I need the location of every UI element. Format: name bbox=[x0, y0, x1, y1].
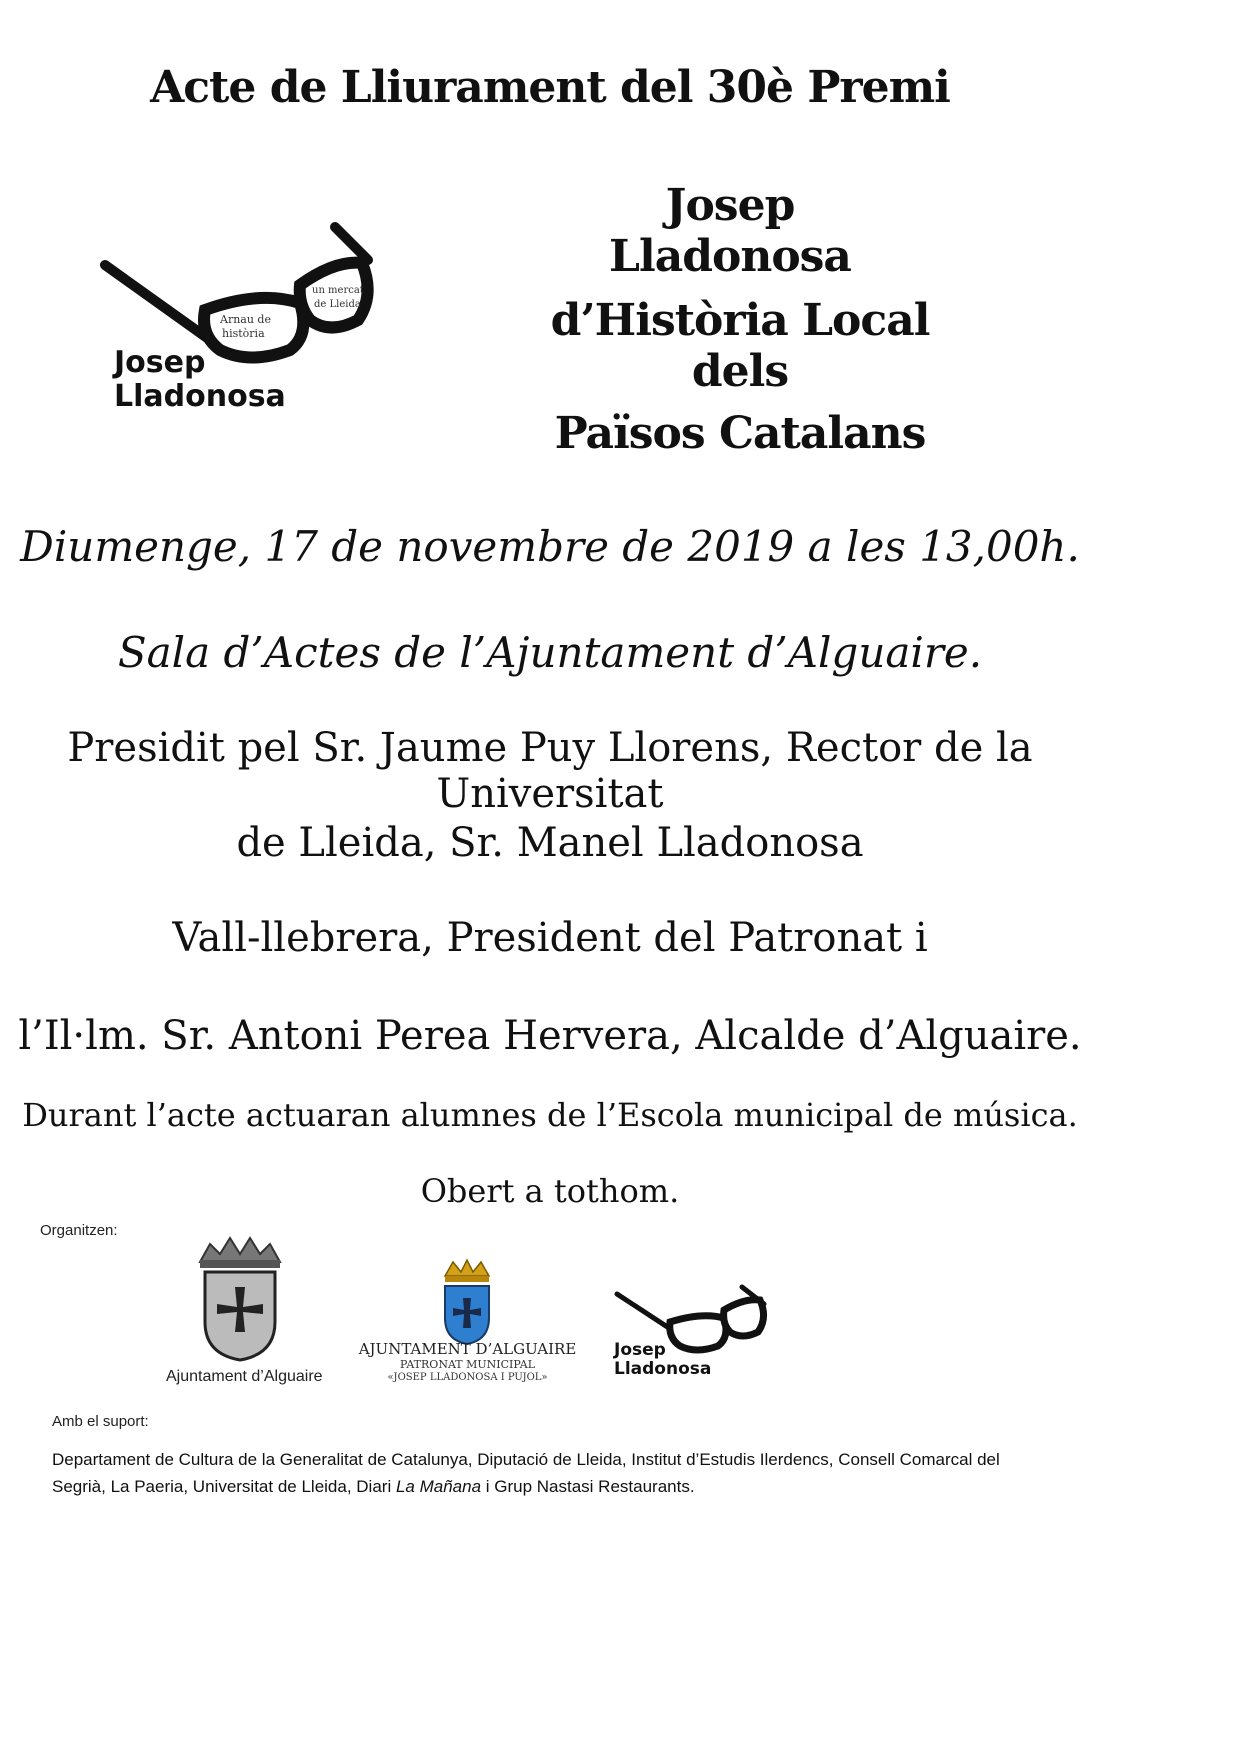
support-line-2-start: Segrià, La Paeria, Universitat de Lleida, Diari bbox=[52, 1477, 396, 1496]
lladonosa-logo-small bbox=[612, 1282, 782, 1392]
support-line-1: Departament de Cultura de la Generalitat de Catalunya, Diputació de Lleida, Institut d’Estudis Ilerdencs, Consell Comarcal del bbox=[52, 1450, 1000, 1469]
ajuntament-shield bbox=[195, 1232, 285, 1362]
logo-name-line-1: Josep bbox=[114, 345, 206, 380]
newspaper-name: La Mañana bbox=[395, 1477, 482, 1496]
support-line-2 bbox=[52, 1473, 1202, 1500]
title-line-1: Acte de Lliurament del 30è Premi bbox=[150, 62, 950, 113]
patronat-subtitle-2: «JOSEP LLADONOSA I PUJOL» bbox=[387, 1372, 548, 1383]
music-note: Durant l’acte actuaran alumnes de l’Escola municipal de música. bbox=[22, 1096, 1078, 1134]
title-line-2: Josep Lladonosa bbox=[609, 180, 851, 282]
title-line-3: d’Història Local dels bbox=[550, 295, 930, 397]
small-logo-line-1: Josep bbox=[614, 1340, 666, 1360]
event-date: Diumenge, 17 de novembre de 2019 a les 13,00h. bbox=[20, 522, 1080, 571]
presided-line-2: de Lleida, Sr. Manel Lladonosa bbox=[236, 820, 864, 866]
patronat-name: AJUNTAMENT D’ALGUAIRE bbox=[358, 1340, 577, 1358]
svg-text:de Lleida: de Lleida bbox=[314, 299, 361, 310]
presided-line-1: Presidit pel Sr. Jaume Puy Llorens, Rector de la Universitat bbox=[67, 725, 1033, 817]
support-line-2-end: i Grup Nastasi Restaurants. bbox=[481, 1477, 695, 1496]
open-note: Obert a tothom. bbox=[420, 1172, 680, 1210]
patronat-subtitle: PATRONAT MUNICIPAL bbox=[399, 1358, 536, 1371]
svg-text:història: història bbox=[222, 327, 265, 340]
coat-of-arms-icon bbox=[195, 1232, 285, 1362]
logo-name-line-2: Lladonosa bbox=[114, 379, 286, 414]
patronat-shield bbox=[437, 1258, 497, 1346]
title-line-4: Països Catalans bbox=[554, 408, 926, 459]
svg-text:Arnau de: Arnau de bbox=[220, 313, 271, 326]
lladonosa-logo bbox=[100, 215, 400, 445]
presided-line-4: l’Il·lm. Sr. Antoni Perea Hervera, Alcalde d’Alguaire. bbox=[18, 1013, 1082, 1059]
organizers-label: Organitzen: bbox=[40, 1222, 118, 1239]
small-logo-line-2: Lladonosa bbox=[614, 1359, 712, 1379]
support-text bbox=[52, 1446, 1202, 1500]
event-place: Sala d’Actes de l’Ajuntament d’Alguaire. bbox=[117, 628, 983, 677]
support-label: Amb el suport: bbox=[52, 1413, 149, 1430]
ajuntament-label: Ajuntament d’Alguaire bbox=[166, 1368, 323, 1385]
svg-text:un mercat: un mercat bbox=[312, 285, 364, 296]
presided-line-3: Vall-llebrera, President del Patronat i bbox=[172, 915, 928, 961]
blue-coat-of-arms-icon bbox=[437, 1258, 497, 1346]
